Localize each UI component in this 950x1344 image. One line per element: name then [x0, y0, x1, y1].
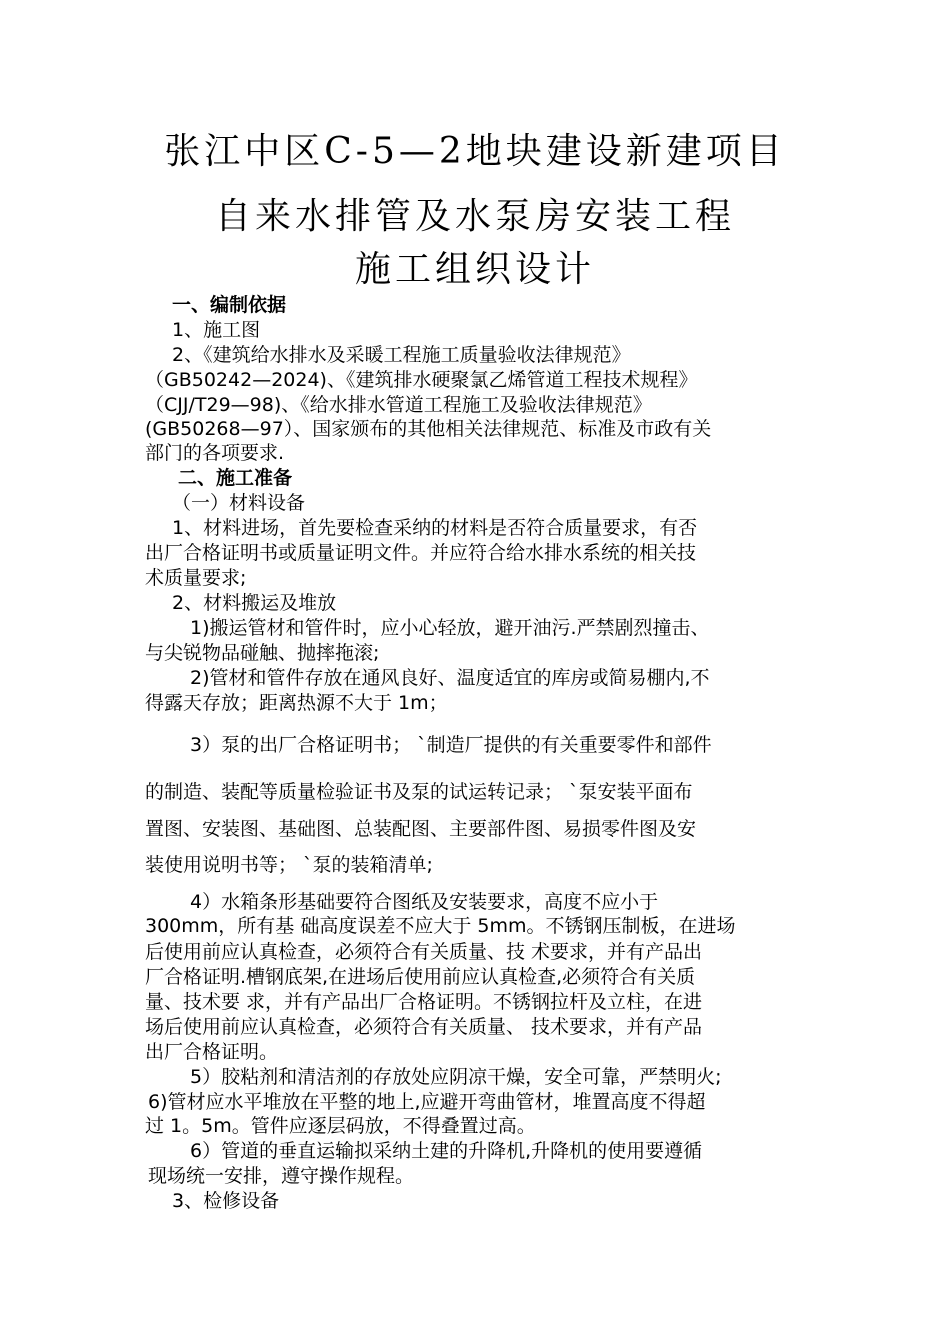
paragraph-line: 部门的各项要求. [145, 442, 285, 464]
paragraph-line: 过 1。5m。管件应逐层码放，不得叠置过高。 [145, 1115, 536, 1137]
paragraph-line: 现场统一安排，遵守操作规程。 [148, 1165, 415, 1187]
paragraph-line: 与尖锐物品碰触、抛摔拖滚; [145, 642, 380, 664]
paragraph-line: 6）管道的垂直运输拟采纳土建的升降机,升降机的使用要遵循 [190, 1140, 703, 1162]
paragraph-line: （CJJ/T29—98)、《给水排水管道工程施工及验收法律规范》 [145, 394, 652, 416]
paragraph-line: 3、检修设备 [172, 1190, 280, 1212]
paragraph-line: 2、《建筑给水排水及采暖工程施工质量验收法律规范》 [172, 344, 631, 366]
paragraph-line: 的制造、装配等质量检验证书及泵的试运转记录； `泵安装平面布 [145, 781, 693, 803]
title-line-1: 张江中区C-5—2地块建设新建项目 [164, 131, 786, 172]
paragraph-line: 5）胶粘剂和清洁剂的存放处应阴凉干燥，安全可靠，严禁明火; [190, 1066, 722, 1088]
paragraph-line: 2、材料搬运及堆放 [172, 592, 337, 614]
paragraph-line: (GB50268—97）、国家颁布的其他相关法律规范、标准及市政有关 [145, 418, 712, 440]
paragraph-line: 6)管材应水平堆放在平整的地上,应避开弯曲管材，堆置高度不得超 [148, 1091, 706, 1113]
paragraph-line: 厂合格证明.槽钢底架,在进场后使用前应认真检查,必须符合有关质 [145, 966, 696, 988]
paragraph-line: 出厂合格证明。 [145, 1041, 279, 1063]
paragraph-line: 得露天存放；距离热源不大于 1m； [145, 692, 448, 714]
paragraph-line: 2)管材和管件存放在通风良好、温度适宜的库房或简易棚内,不 [190, 667, 710, 689]
section-heading-basis: 一、编制依据 [172, 294, 287, 316]
paragraph-line: 1、材料进场，首先要检查采纳的材料是否符合质量要求，有否 [172, 517, 698, 539]
paragraph-line: 1、施工图 [172, 319, 261, 341]
title-line-2: 自来水排管及水泵房安装工程 [214, 196, 735, 237]
paragraph-line: 4）水箱条形基础要符合图纸及安装要求，高度不应小于 [190, 891, 659, 913]
paragraph-line: 量、技术要 求，并有产品出厂合格证明。不锈钢拉杆及立柱，在进 [145, 991, 703, 1013]
subsection-heading: （一）材料设备 [172, 492, 306, 514]
paragraph-line: 出厂合格证明书或质量证明文件。并应符合给水排水系统的相关技 [145, 542, 697, 564]
paragraph-line: 3）泵的出厂合格证明书； `制造厂提供的有关重要零件和部件 [190, 734, 712, 756]
section-heading-preparation: 二、施工准备 [178, 467, 293, 489]
paragraph-line: 300mm，所有基 础高度误差不应大于 5mm。不锈钢压制板，在进场 [145, 915, 736, 937]
paragraph-line: 1)搬运管材和管件时，应小心轻放，避开油污.严禁剧烈撞击、 [190, 617, 710, 639]
paragraph-line: 装使用说明书等； `泵的装箱清单; [145, 854, 433, 876]
paragraph-line: 术质量要求; [145, 567, 247, 589]
paragraph-line: 置图、安装图、基础图、总装配图、主要部件图、易损零件图及安 [145, 818, 697, 840]
title-line-3: 施工组织设计 [354, 249, 595, 290]
paragraph-line: （GB50242—2024)、《建筑排水硬聚氯乙烯管道工程技术规程》 [145, 369, 698, 391]
paragraph-line: 后使用前应认真检查，必须符合有关质量、技 术要求，并有产品出 [145, 941, 703, 963]
paragraph-line: 场后使用前应认真检查，必须符合有关质量、 技术要求，并有产品 [145, 1016, 703, 1038]
